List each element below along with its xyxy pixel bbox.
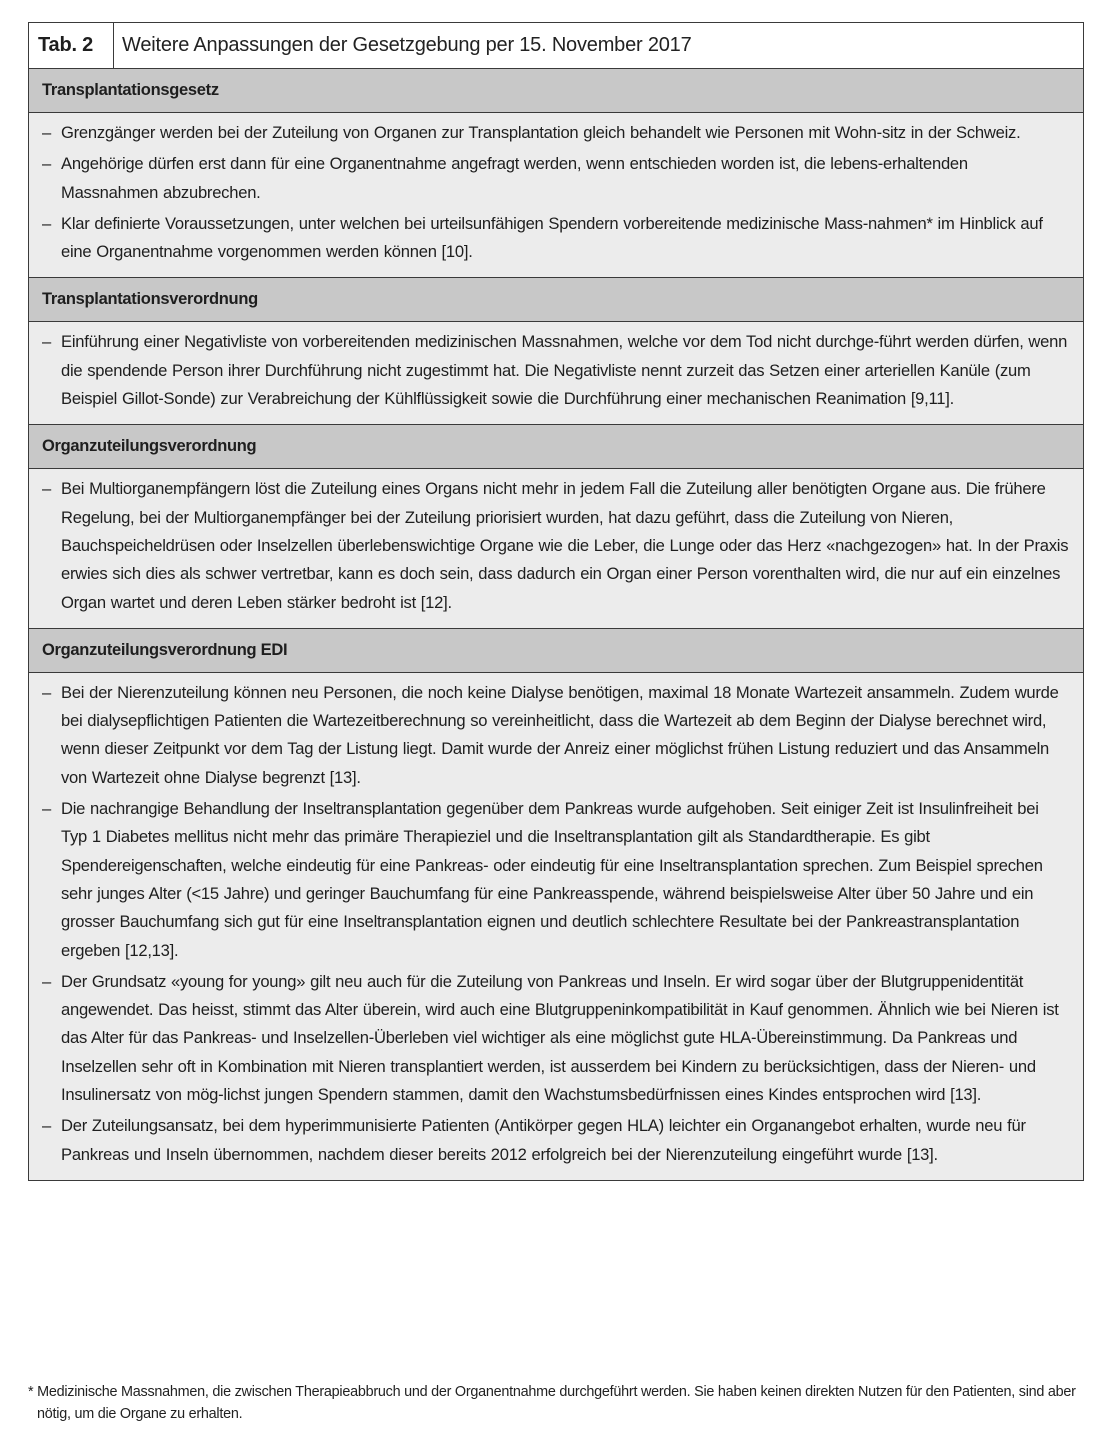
- section-heading-organzuteilungsverordnung: Organzuteilungsverordnung: [29, 425, 1083, 469]
- section-body-organzuteilungsverordnung-edi: [29, 673, 1083, 1180]
- list-item: [42, 328, 1069, 413]
- list-item: [42, 795, 1069, 965]
- section-heading-transplantationsgesetz: Transplantationsgesetz: [29, 69, 1083, 113]
- list-item: [42, 968, 1069, 1109]
- list-item-text: Die nachrangige Behandlung der Inseltransplantation gegenüber dem Pankreas wurde aufgehoben. Seit einiger Zeit ist Insulinfreiheit bei Typ 1 Diabetes mellitus nicht mehr das primäre Therapieziel und die Inseltransplantation gilt als Standardtherapie. Es gibt Spendereigenschaften, welche eindeutig für eine Pankreas- oder eindeutig für eine Inseltransplantation sprechen. Zum Beispiel sprechen sehr junges Alter (<15 Jahre) und geringer Bauchumfang für eine Pankreasspende, während beispielsweise Alter über 50 Jahre und ein grosser Bauchumfang sich gut für eine Inseltransplantation eignen und deutlich schlechtere Resultate bei der Pankreastransplantation ergeben [12,13].: [61, 799, 1043, 960]
- list-item-text: Bei der Nierenzuteilung können neu Personen, die noch keine Dialyse benötigen, maximal 18 Monate Wartezeit ansammeln. Zudem wurde bei dialysepflichtigen Patienten die Wartezeitberechnung so vereinheitlicht, dass die Wartezeit ab dem Beginn der Dialyse berechnet wird, wenn dieser Zeitpunkt vor dem Tag der Listung liegt. Damit wurde der Anreiz einer möglichst frühen Listung reduziert und das Ansammeln von Wartezeit ohne Dialyse begrenzt [13].: [61, 682, 1059, 787]
- section-heading-transplantationsverordnung: Transplantationsverordnung: [29, 278, 1083, 322]
- dash-bullet-icon: –: [42, 332, 51, 352]
- section-body-transplantationsverordnung: [29, 322, 1083, 425]
- list-item-text: Einführung einer Negativliste von vorbereitenden medizinischen Massnahmen, welche vor dem Tod nicht durchge-führt werden dürfen, wenn die spendende Person ihrer Durchführung nicht zugestimmt hat. Die Negativliste nennt zurzeit das Setzen einer arteriellen Kanüle (zum Beispiel Gillot-Sonde) zur Verabreichung der Kühlflüssigkeit sowie die Durchführung einer mechanischen Reanimation [9,11].: [61, 332, 1068, 409]
- list-item: [42, 1112, 1069, 1169]
- list-item: [42, 210, 1069, 267]
- list-item-text: Grenzgänger werden bei der Zuteilung von Organen zur Transplantation gleich behandelt wie Personen mit Wohn-sitz in der Schweiz.: [61, 123, 1021, 142]
- dash-bullet-icon: –: [42, 799, 51, 819]
- dash-bullet-icon: –: [42, 682, 51, 702]
- section-body-transplantationsgesetz: [29, 113, 1083, 278]
- dash-bullet-icon: –: [42, 971, 51, 991]
- list-item-text: Klar definierte Voraussetzungen, unter welchen bei urteilsunfähigen Spendern vorbereitende medizinische Mass-nahmen* im Hinblick auf eine Organentnahme vorgenommen werden können [10].: [61, 213, 1043, 262]
- list-item-text: Der Zuteilungsansatz, bei dem hyperimmunisierte Patienten (Antikörper gegen HLA) leichter ein Organangebot erhalten, wurde neu für Pankreas und Inseln übernommen, nachdem dieser bereits 2012 erfolgreich bei der Nierenzuteilung eingeführt wurde [13].: [61, 1116, 1026, 1164]
- list-item-text: Der Grundsatz «young for young» gilt neu auch für die Zuteilung von Pankreas und Inseln. Er wird sogar über der Blutgruppenidentität angewendet. Das heisst, stimmt das Alter überein, wird auch eine Blutgruppeninkompatibilität in Kauf genommen. Ähnlich wie bei Nieren ist das Alter für das Pankreas- und Inselzellen-Überleben viel wichtiger als eine möglichst gute HLA-Übereinstimmung. Da Pankreas und Inselzellen sehr oft in Kombination mit Nieren transplantiert werden, ist ausserdem bei Kindern zu berücksichtigen, dass der Nieren- und Insulinersatz von mög-lichst jungen Spendern stammen, damit den Wachstumsbedürfnissen eines Kindes entsprochen wird [13].: [61, 971, 1059, 1105]
- dash-bullet-icon: –: [42, 1116, 51, 1136]
- table-title-row: [29, 23, 1083, 69]
- list-item-text: Angehörige dürfen erst dann für eine Organentnahme angefragt werden, wenn entschieden worden ist, die lebens-erhaltenden Massnahmen abzubrechen.: [61, 154, 968, 202]
- footnote: * Medizinische Massnahmen, die zwischen Therapieabbruch und der Organentnahme durchgeführt werden. Sie haben keinen direkten Nutzen für den Patienten, sind aber nötig, um die Organe zu erhalten.: [28, 1384, 1076, 1422]
- dash-bullet-icon: –: [42, 479, 51, 499]
- section-body-organzuteilungsverordnung: [29, 469, 1083, 628]
- list-item: [42, 119, 1069, 147]
- list-item: [42, 150, 1069, 207]
- table-number: Tab. 2: [29, 23, 114, 68]
- dash-bullet-icon: –: [42, 154, 51, 174]
- dash-bullet-icon: –: [42, 123, 51, 142]
- section-heading-organzuteilungsverordnung-edi: Organzuteilungsverordnung EDI: [29, 629, 1083, 673]
- list-item: [42, 475, 1069, 616]
- list-item: [42, 679, 1069, 792]
- dash-bullet-icon: –: [42, 213, 51, 233]
- table-title: Weitere Anpassungen der Gesetzgebung per 15. November 2017: [122, 34, 692, 56]
- legislation-table: [28, 22, 1084, 1181]
- list-item-text: Bei Multiorganempfängern löst die Zuteilung eines Organs nicht mehr in jedem Fall die Zuteilung aller benötigten Organe aus. Die frühere Regelung, bei der Multiorganempfänger bei der Zuteilung priorisiert wurden, hat dazu geführt, dass die Zuteilung von Nieren, Bauchspeicheldrüsen oder Inselzellen überlebenswichtige Organe wie die Leber, die Lunge oder das Herz «nachgezogen» hat. In der Praxis erwies sich dies als schwer vertretbar, kann es doch sein, dass dadurch ein Organ einer Person vorenthalten wird, die nur auf ein einzelnes Organ wartet und deren Leben stärker bedroht ist [12].: [61, 479, 1069, 612]
